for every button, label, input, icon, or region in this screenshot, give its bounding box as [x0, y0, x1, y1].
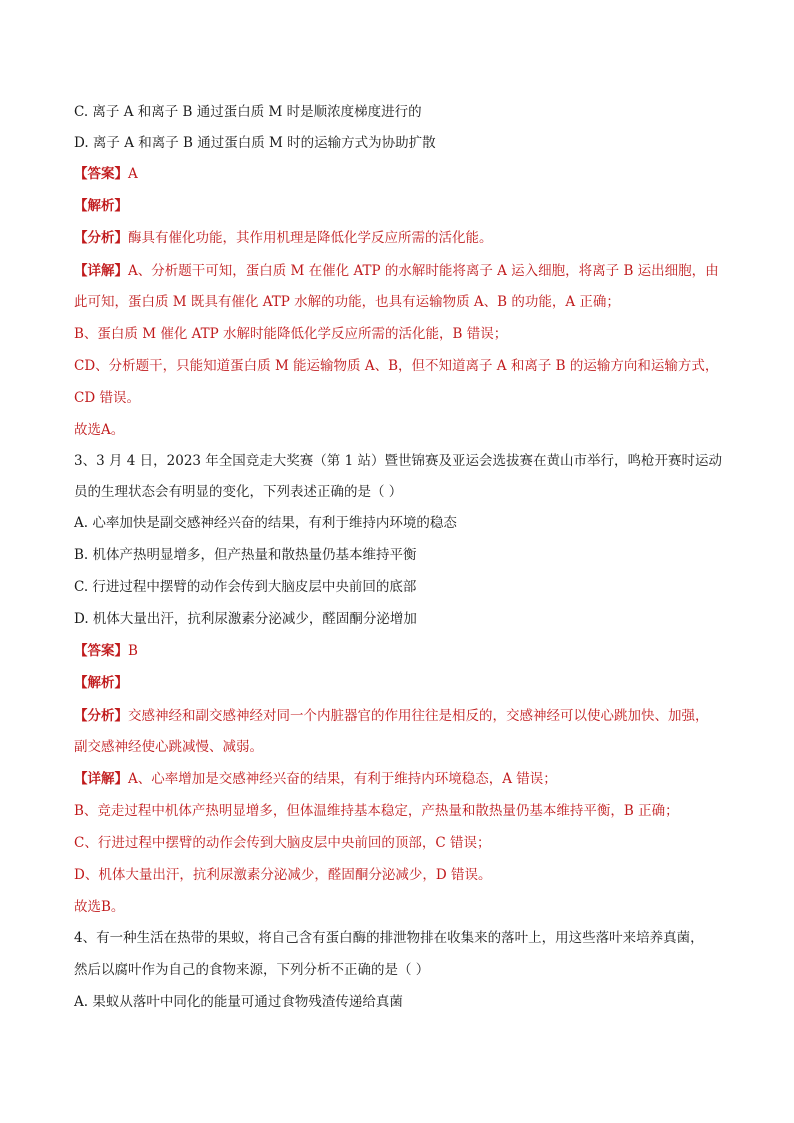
q3-stem-line1: 3、3 月 4 日，2023 年全国竞走大奖赛（第 1 站）暨世锦赛及亚运会选拔赛在黄山市举行，鸣枪开赛时运动 — [74, 453, 722, 469]
prev-xiangjie-line5: CD 错误。 — [74, 390, 140, 406]
q3-analysis-tag: 【解析】 — [74, 675, 128, 691]
prev-xiangjie-line3: B、蛋白质 M 催化 ATP 水解时能降低化学反应所需的活化能，B 错误； — [74, 326, 508, 342]
q3-conclusion: 故选B。 — [74, 899, 125, 915]
q3-fenxi-line2: 副交感神经使心跳减慢、减弱。 — [74, 739, 263, 755]
q4-stem-line1: 4、有一种生活在热带的果蚁，将自己含有蛋白酶的排泄物排在收集来的落叶上，用这些落叶来培养真菌， — [74, 930, 704, 946]
prev-xiangjie-line1 — [74, 262, 734, 280]
q3-xiangjie-line3: C、行进过程中摆臂的动作会传到大脑皮层中央前回的顶部，C 错误； — [74, 835, 491, 851]
q4-stem-line2: 然后以腐叶作为自己的食物来源，下列分析不正确的是（ ） — [74, 962, 430, 978]
answer-tag: 【答案】 — [74, 643, 128, 659]
q3-option-b: B. 机体产热明显增多，但产热量和散热量仍基本维持平衡 — [74, 547, 417, 563]
q3-fenxi-line1 — [74, 707, 734, 725]
answer-value: B — [128, 643, 138, 659]
prev-xiangjie-line2: 此可知，蛋白质 M 既具有催化 ATP 水解的功能，也具有运输物质 A、B 的功能，A 正确； — [74, 294, 620, 310]
xiangjie-tag: 【详解】 — [74, 263, 128, 279]
prev-option-d: D. 离子 A 和离子 B 通过蛋白质 M 时的运输方式为协助扩散 — [74, 135, 436, 151]
q3-xiangjie-line4: D、机体大量出汗，抗利尿激素分泌减少，醛固酮分泌减少，D 错误。 — [74, 867, 492, 883]
q3-xiangjie-line1 — [74, 770, 734, 788]
prev-xiangjie-line4: CD、分析题干，只能知道蛋白质 M 能运输物质 A、B，但不知道离子 A 和离子 B 的运输方向和运输方式， — [74, 358, 719, 374]
answer-tag: 【答案】 — [74, 166, 128, 182]
answer-value: A — [128, 166, 138, 182]
q3-xiangjie-line2: B、竞走过程中机体产热明显增多，但体温维持基本稳定，产热量和散热量仍基本维持平衡，B 正确； — [74, 803, 679, 819]
q3-stem-line2: 员的生理状态会有明显的变化，下列表述正确的是（ ） — [74, 484, 403, 500]
q3-answer — [74, 642, 734, 660]
fenxi-tag: 【分析】 — [74, 708, 128, 724]
prev-answer — [74, 165, 734, 183]
prev-conclusion: 故选A。 — [74, 422, 125, 438]
q3-option-a: A. 心率加快是副交感神经兴奋的结果，有利于维持内环境的稳态 — [74, 515, 457, 531]
q3-option-c: C. 行进过程中摆臂的动作会传到大脑皮层中央前回的底部 — [74, 579, 417, 595]
prev-analysis-tag: 【解析】 — [74, 198, 128, 214]
xiangjie-text: A、心率增加是交感神经兴奋的结果，有利于维持内环境稳态，A 错误； — [128, 771, 557, 787]
q3-option-d: D. 机体大量出汗，抗利尿激素分泌减少，醛固酮分泌增加 — [74, 611, 417, 627]
xiangjie-text: A、分析题干可知，蛋白质 M 在催化 ATP 的水解时能将离子 A 运入细胞，将离子 B 运出细胞，由 — [128, 263, 719, 279]
prev-fenxi — [74, 229, 734, 247]
fenxi-tag: 【分析】 — [74, 230, 128, 246]
xiangjie-tag: 【详解】 — [74, 771, 128, 787]
q4-option-a: A. 果蚁从落叶中同化的能量可通过食物残渣传递给真菌 — [74, 994, 403, 1010]
fenxi-text: 酶具有催化功能，其作用机理是降低化学反应所需的活化能。 — [128, 230, 493, 246]
prev-option-c: C. 离子 A 和离子 B 通过蛋白质 M 时是顺浓度梯度进行的 — [74, 104, 422, 120]
fenxi-text: 交感神经和副交感神经对同一个内脏器官的作用往往是相反的，交感神经可以使心跳加快、加强， — [128, 708, 709, 724]
